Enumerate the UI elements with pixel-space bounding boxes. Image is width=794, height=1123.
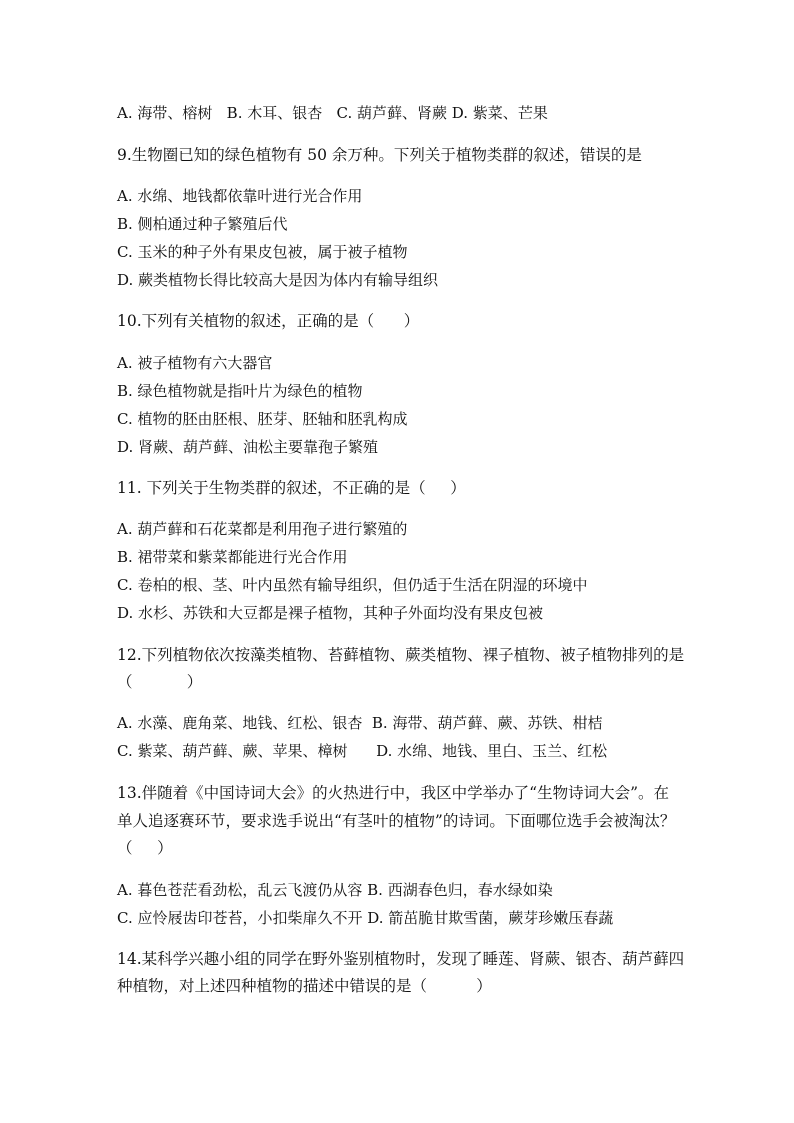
q10-option-b: B. 绿色植物就是指叶片为绿色的植物 <box>117 382 363 400</box>
q11-option-b: B. 裙带菜和紫菜都能进行光合作用 <box>117 548 348 566</box>
q10-option-d: D. 肾蕨、葫芦藓、油松主要靠孢子繁殖 <box>117 438 379 456</box>
q11-option-c: C. 卷柏的根、茎、叶内虽然有输导组织，但仍适于生活在阴湿的环境中 <box>117 576 588 594</box>
q14-stem-line2: 种植物，对上述四种植物的描述中错误的是（ ） <box>117 977 492 995</box>
q13-options-ab: A. 暮色苍茫看劲松，乱云飞渡仍从容 B. 西湖春色归，春水绿如染 <box>117 881 553 899</box>
q10-option-a: A. 被子植物有六大器官 <box>117 354 273 372</box>
q11-option-d: D. 水杉、苏铁和大豆都是裸子植物，其种子外面均没有果皮包被 <box>117 604 544 622</box>
q11-stem: 11. 下列关于生物类群的叙述，不正确的是（ ） <box>117 479 466 497</box>
q13-answer-blank: （ ） <box>117 839 173 857</box>
q9-stem: 9.生物圈已知的绿色植物有 50 余万种。下列关于植物类群的叙述，错误的是 <box>117 146 642 164</box>
q9-option-c: C. 玉米的种子外有果皮包被，属于被子植物 <box>117 243 408 261</box>
q13-stem-line1: 13.伴随着《中国诗词大会》的火热进行中，我区中学举办了“生物诗词大会”。在 <box>117 784 670 802</box>
q9-option-b: B. 侧柏通过种子繁殖后代 <box>117 215 288 233</box>
q9-option-a: A. 水绵、地钱都依靠叶进行光合作用 <box>117 187 363 205</box>
q9-option-d: D. 蕨类植物长得比较高大是因为体内有输导组织 <box>117 271 439 289</box>
q13-options-cd: C. 应怜屐齿印苍苔，小扣柴扉久不开 D. 箭茁脆甘欺雪菌，蕨芽珍嫩压春蔬 <box>117 909 614 927</box>
q14-stem-line1: 14.某科学兴趣小组的同学在野外鉴别植物时，发现了睡莲、肾蕨、银杏、葫芦藓四 <box>117 950 685 968</box>
q11-option-a: A. 葫芦藓和石花菜都是利用孢子进行繁殖的 <box>117 520 408 538</box>
q13-stem-line2: 单人追逐赛环节，要求选手说出“有茎叶的植物”的诗词。下面哪位选手会被淘汰？ <box>117 812 676 830</box>
q12-stem: 12.下列植物依次按藻类植物、苔藓植物、蕨类植物、裸子植物、被子植物排列的是 <box>117 646 685 664</box>
q12-options-ab: A. 水藻、鹿角菜、地钱、红松、银杏 B. 海带、葫芦藓、蕨、苏铁、柑桔 <box>117 714 603 732</box>
q8-options: A. 海带、榕树 B. 木耳、银杏 C. 葫芦藓、肾蕨 D. 紫菜、芒果 <box>117 104 548 122</box>
q12-options-cd: C. 紫菜、葫芦藓、蕨、苹果、樟树 D. 水绵、地钱、里白、玉兰、红松 <box>117 742 608 760</box>
q12-answer-blank: （ ） <box>117 673 203 691</box>
q10-option-c: C. 植物的胚由胚根、胚芽、胚轴和胚乳构成 <box>117 410 408 428</box>
q10-stem: 10.下列有关植物的叙述，正确的是（ ） <box>117 312 420 330</box>
